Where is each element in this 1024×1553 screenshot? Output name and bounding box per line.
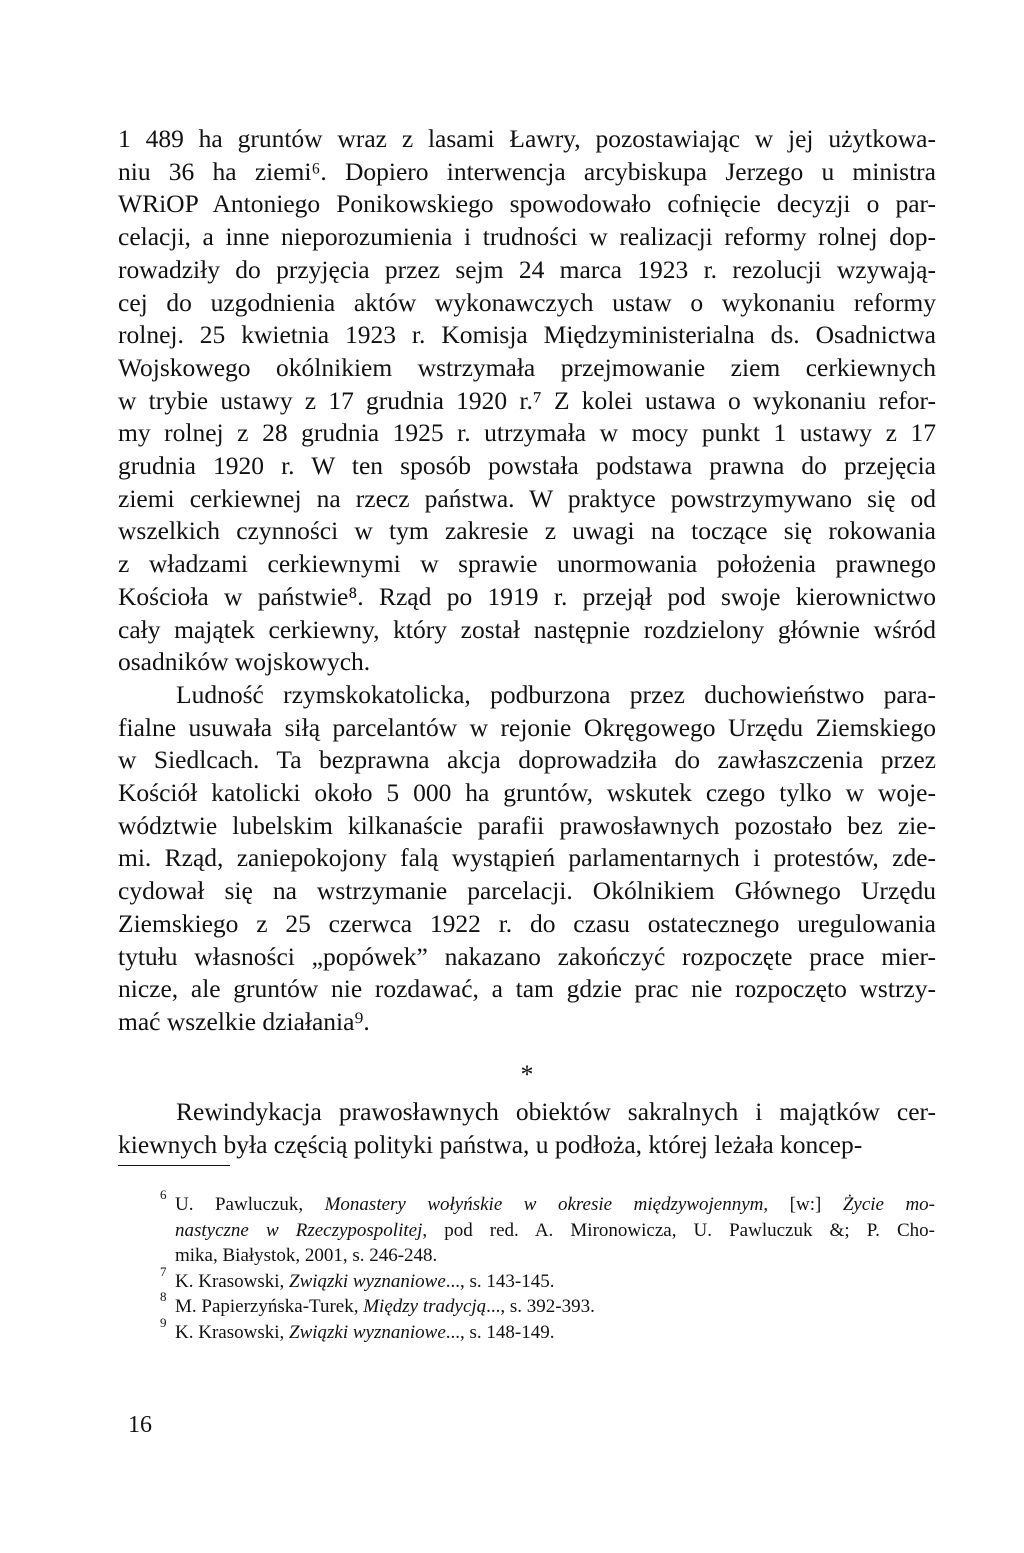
footnote-line: mika, Białystok, 2001, s. 246-248. — [175, 1245, 438, 1266]
paragraph-3 — [118, 1096, 936, 1161]
text-line: rowadziły do przyjęcia przez sejm 24 marca 1923 r. rezolucji wzywają- — [118, 254, 936, 284]
text-line: WRiOP Antoniego Ponikowskiego spowodowało cofnięcie decyzji o par- — [118, 189, 936, 219]
text-line: niu 36 ha ziemi⁶. Dopiero interwencja arcybiskupa Jerzego u ministra — [118, 156, 936, 186]
text-line: w trybie ustawy z 17 grudnia 1920 r.⁷ Z kolei ustawa o wykonaniu refor- — [118, 385, 936, 415]
text-line: ziemi cerkiewnej na rzecz państwa. W praktyce powstrzymywano się od — [118, 483, 936, 513]
text-line: mi. Rząd, zaniepokojony falą wystąpień parlamentarnych i protestów, zde- — [118, 843, 936, 873]
text-line: wszelkich czynności w tym zakresie z uwagi na toczące się rokowania — [118, 516, 936, 546]
text-line: cały majątek cerkiewny, który został następnie rozdzielony głównie wśród — [118, 614, 936, 644]
paragraph-1 — [118, 123, 936, 679]
footnote-number: 8 — [160, 1289, 167, 1304]
footnote-8 — [160, 1289, 935, 1320]
text-line: w Siedlcach. Ta bezprawna akcja doprowadziła do zawłaszczenia przez — [118, 745, 936, 775]
section-separator: * — [520, 1060, 534, 1089]
footnote-line: K. Krasowski, Związki wyznaniowe..., s. 143-145. — [175, 1270, 555, 1292]
text-line: 1 489 ha gruntów wraz z lasami Ławry, pozostawiając w jej użytkowa- — [118, 124, 936, 153]
text-line: Rewindykacja prawosławnych obiektów sakralnych i majątków cer- — [176, 1097, 936, 1126]
footnote-9 — [160, 1314, 935, 1346]
footnote-line: nastyczne w Rzeczypospolitej, pod red. A. Mironowicza, U. Pawluczuk &; P. Cho- — [175, 1219, 935, 1241]
footnote-6 — [160, 1187, 936, 1269]
text-line: osadników wojskowych. — [118, 647, 371, 677]
text-line: nicze, ale gruntów nie rozdawać, a tam gdzie prac nie rozpoczęto wstrzy- — [118, 974, 936, 1004]
text-line: cej do uzgodnienia aktów wykonawczych ustaw o wykonaniu reformy — [118, 287, 936, 317]
text-line: Kościoła w państwie⁸. Rząd po 1919 r. przejął pod swoje kierownictwo — [118, 581, 936, 611]
footnote-rule — [118, 1165, 230, 1166]
page-number: 16 — [128, 1412, 152, 1438]
main-text — [118, 123, 936, 1039]
text-line: fialne usuwała siłą parcelantów w rejonie Okręgowego Urzędu Ziemskiego — [118, 712, 936, 742]
text-line: kiewnych była częścią polityki państwa, u podłoża, której leżała koncep- — [118, 1129, 863, 1159]
text-line: mać wszelkie działania⁹. — [118, 1006, 370, 1036]
text-line: Kościół katolicki około 5 000 ha gruntów, wskutek czego tylko w woje- — [118, 778, 936, 808]
footnote-number: 9 — [160, 1314, 167, 1330]
main-text-continued — [118, 1096, 936, 1161]
footnote-number: 6 — [160, 1187, 167, 1202]
text-line: z władzami cerkiewnymi w sprawie unormowania położenia prawnego — [118, 549, 936, 579]
footnote-line: K. Krasowski, Związki wyznaniowe..., s. 148-149. — [175, 1321, 555, 1343]
footnote-line: U. Pawluczuk, Monastery wołyńskie w okresie międzywojennym, [w:] Życie mo- — [175, 1194, 936, 1215]
text-line: Ziemskiego z 25 czerwca 1922 r. do czasu ostatecznego uregulowania — [118, 908, 936, 938]
text-line: rolnej. 25 kwietnia 1923 r. Komisja Międzyministerialna ds. Osadnictwa — [118, 320, 936, 350]
footnote-line: M. Papierzyńska-Turek, Między tradycją..., s. 392-393. — [175, 1296, 595, 1317]
text-line: celacji, a inne nieporozumienia i trudności w realizacji reformy rolnej dop- — [118, 222, 936, 252]
text-line: Wojskowego okólnikiem wstrzymała przejmowanie ziem cerkiewnych — [118, 352, 936, 382]
text-line: my rolnej z 28 grudnia 1925 r. utrzymała w mocy punkt 1 ustawy z 17 — [118, 418, 936, 448]
text-line: cydował się na wstrzymanie parcelacji. Okólnikiem Głównego Urzędu — [118, 876, 936, 906]
footnote-number: 7 — [160, 1263, 167, 1279]
text-line: Ludność rzymskokatolicka, podburzona przez duchowieństwo para- — [176, 679, 936, 709]
text-line: tytułu własności „popówek” nakazano zakończyć rozpoczęte prace mier- — [118, 941, 936, 971]
text-line: wództwie lubelskim kilkanaście parafii prawosławnych pozostało bez zie- — [118, 810, 936, 840]
text-line: grudnia 1920 r. W ten sposób powstała podstawa prawna do przejęcia — [118, 451, 936, 481]
footnote-7 — [160, 1263, 935, 1295]
paragraph-2 — [118, 679, 936, 1039]
footnotes — [160, 1187, 936, 1345]
